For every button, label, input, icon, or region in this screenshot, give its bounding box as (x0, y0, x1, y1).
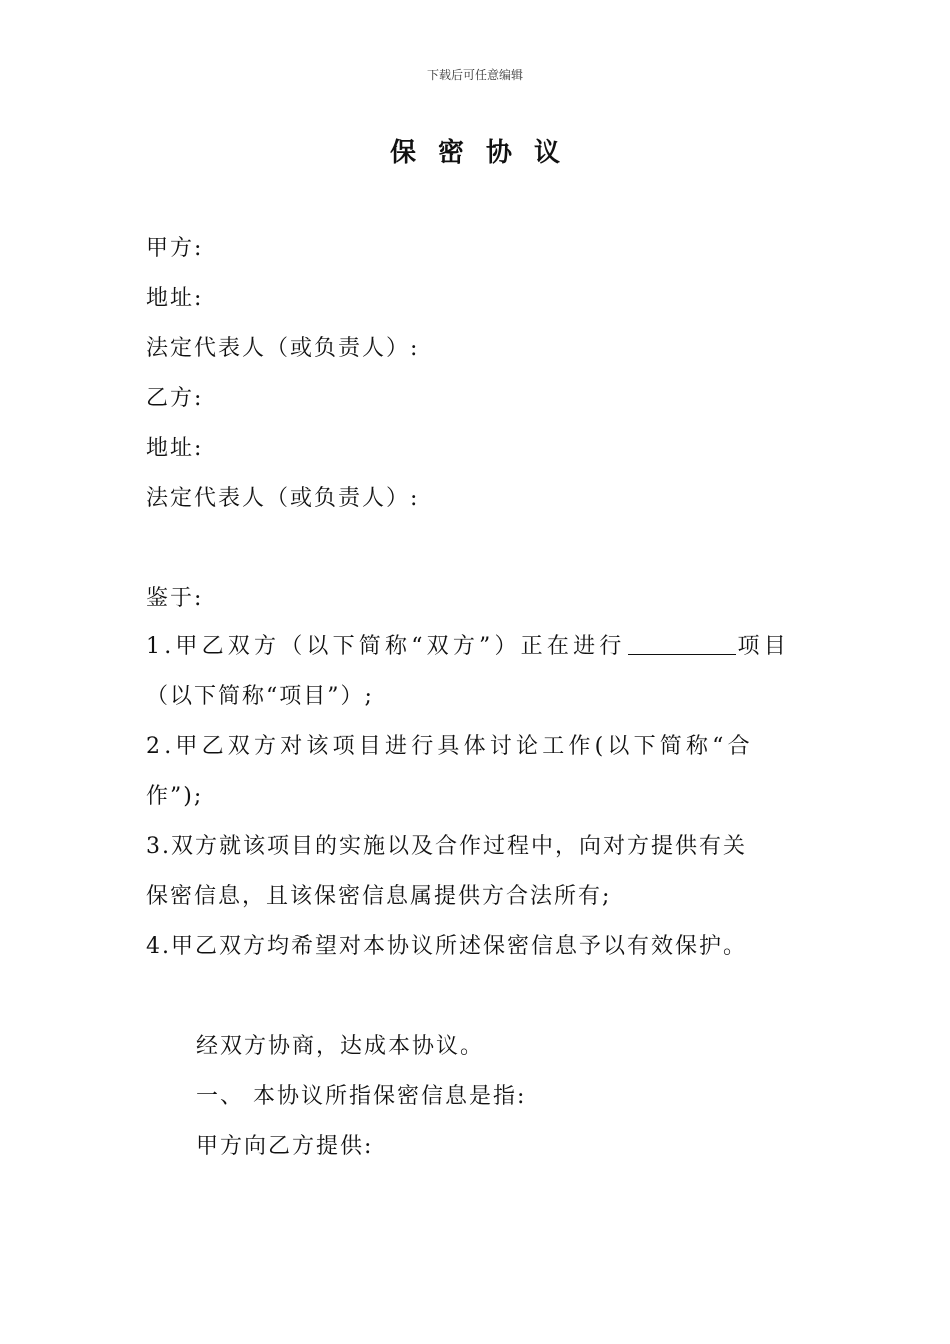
whereas-item-1-continued: （以下简称“项目”）; (146, 684, 374, 709)
party-a-provides: 甲方向乙方提供: (196, 1134, 374, 1159)
whereas-heading: 鉴于: (146, 586, 204, 611)
whereas-item-2: 2.甲乙双方对该项目进行具体讨论工作(以下简称“合 (146, 734, 754, 759)
project-name-blank (628, 632, 736, 655)
section-1-heading: 一、 本协议所指保密信息是指: (196, 1084, 527, 1109)
party-b-rep-label: 法定代表人（或负责人）: (146, 486, 420, 511)
whereas-item-3-continued: 保密信息，且该保密信息属提供方合法所有; (146, 884, 612, 909)
whereas-item-2-continued: 作”); (146, 784, 204, 809)
party-a-rep-label: 法定代表人（或负责人）: (146, 336, 420, 361)
document-title: 保密协议 (389, 138, 582, 168)
whereas-item-1-suffix: 项目 (737, 634, 790, 659)
whereas-item-4: 4.甲乙双方均希望对本协议所述保密信息予以有效保护。 (146, 934, 747, 959)
whereas-item-1-text: 1.甲乙双方（以下简称“双方”）正在进行 (146, 634, 626, 659)
agreement-reached: 经双方协商，达成本协议。 (196, 1034, 485, 1059)
party-a-address-label: 地址: (146, 286, 204, 311)
party-a-label: 甲方: (146, 236, 204, 261)
party-b-label: 乙方: (146, 386, 204, 411)
header-note: 下载后可任意编辑 (426, 68, 523, 82)
party-b-address-label: 地址: (146, 436, 204, 461)
whereas-item-3: 3.双方就该项目的实施以及合作过程中，向对方提供有关 (146, 834, 747, 859)
whereas-item-1 (146, 632, 790, 662)
